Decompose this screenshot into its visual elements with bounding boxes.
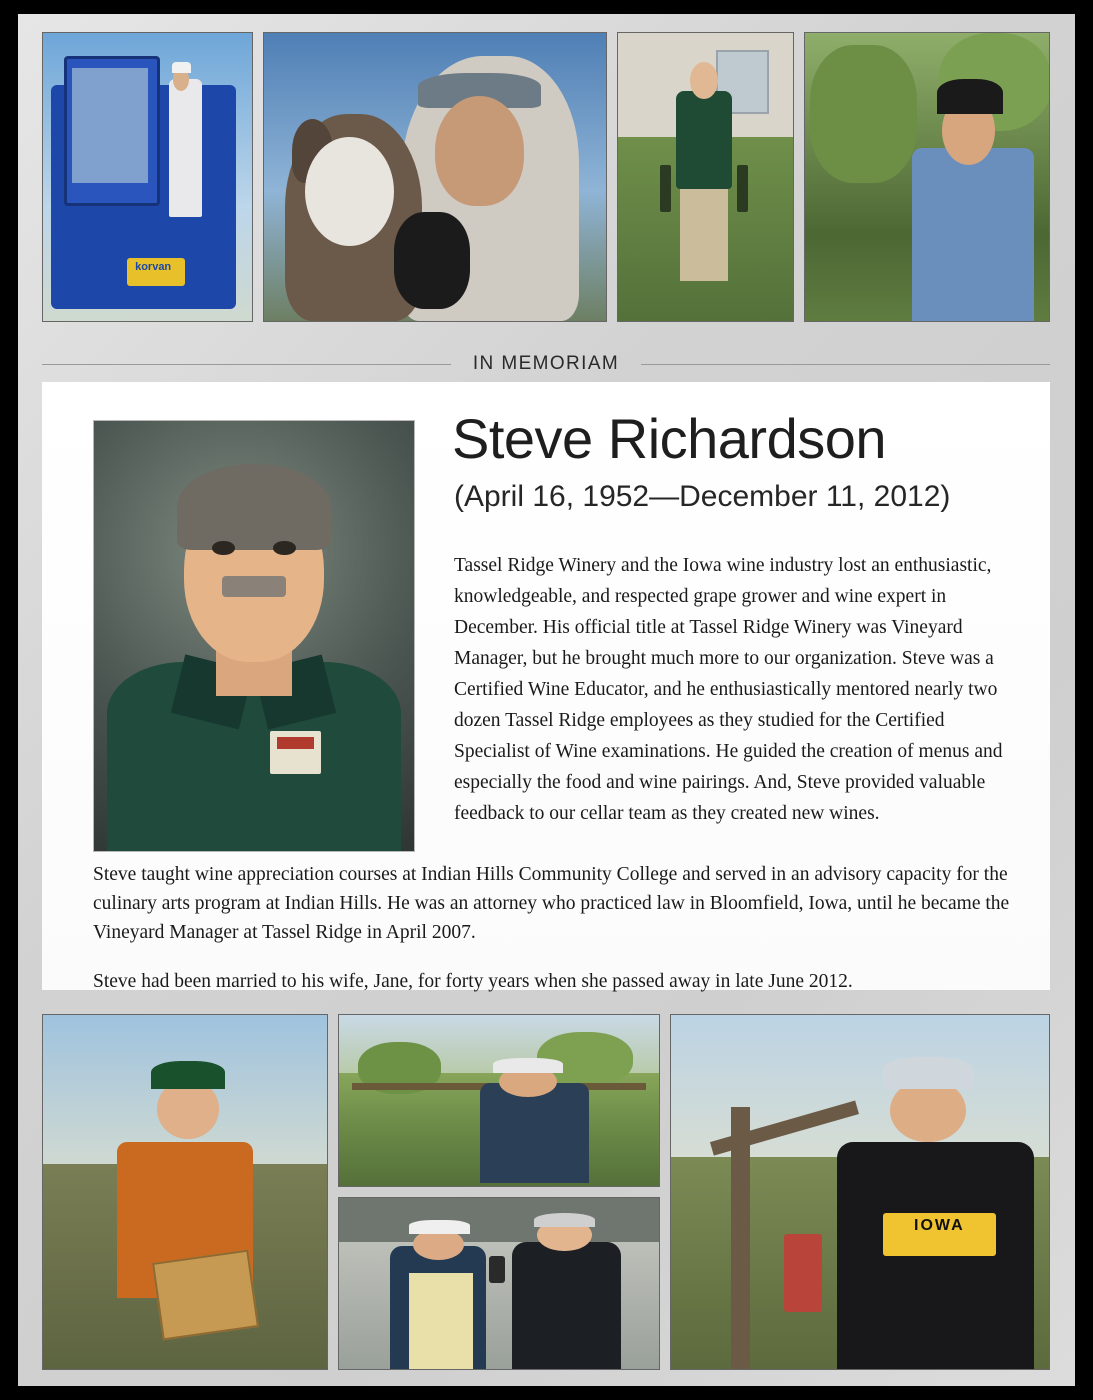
life-dates: (April 16, 1952—December 11, 2012) (454, 480, 951, 513)
pruning-shears-icon (784, 1234, 822, 1312)
photo-pruning-iowa-hoodie (670, 1014, 1050, 1370)
magazine-page (18, 14, 1075, 1386)
body-text (93, 860, 1015, 1016)
microphone-icon (489, 1256, 505, 1283)
photo-harvester (42, 32, 253, 322)
portrait-steve-richardson (93, 420, 415, 852)
photo-man-with-clipboard (42, 1014, 328, 1370)
top-photo-strip (42, 32, 1050, 322)
divider-rule-left (42, 364, 451, 365)
paragraph-2: Steve taught wine appreciation courses at Indian Hills Community College and served in an advisory capacity for the culinary arts program at Indian Hills. He was an attorney who practiced law in Bloomfield, Iowa, until he became the Vineyard Manager at Tassel Ridge in April 2007. (93, 864, 1010, 943)
in-memoriam-divider (42, 346, 1050, 382)
bottom-middle-stack (338, 1014, 660, 1370)
obituary-content-panel (42, 382, 1050, 990)
harvester-brand-text: korvan (135, 260, 172, 273)
section-label: IN MEMORIAM (472, 353, 620, 374)
photo-interview-with-microphone (338, 1197, 660, 1370)
paragraph-3: Steve had been married to his wife, Jane, for forty years when she passed away in late June 2012. (93, 971, 853, 992)
photo-man-in-vineyard (804, 32, 1050, 322)
divider-rule-right (641, 364, 1050, 365)
page-title: Steve Richardson (452, 407, 887, 470)
photo-man-with-dog (263, 32, 607, 322)
photo-man-with-bottles (617, 32, 794, 322)
photo-grape-cluster-inspection (338, 1014, 660, 1187)
hoodie-text: IOWA (914, 1216, 965, 1234)
tassel-ridge-logo-patch (270, 731, 321, 774)
lead-paragraph: Tassel Ridge Winery and the Iowa wine industry lost an enthusiastic, knowledgeable, and respected grape grower and wine expert in December. His official title at Tassel Ridge Winery was Vineyard Manager, but he brought much more to our organization. Steve was a Certified Wine Educator, and he enthusiastically mentored nearly two dozen Tassel Ridge employees as they studied for the Certified Specialist of Wine examinations. He guided the creation of menus and especially the food and wine pairings. And, Steve provided valuable feedback to our cellar team as they created new wines. (454, 555, 1003, 824)
bottom-photo-strip (42, 1014, 1050, 1370)
